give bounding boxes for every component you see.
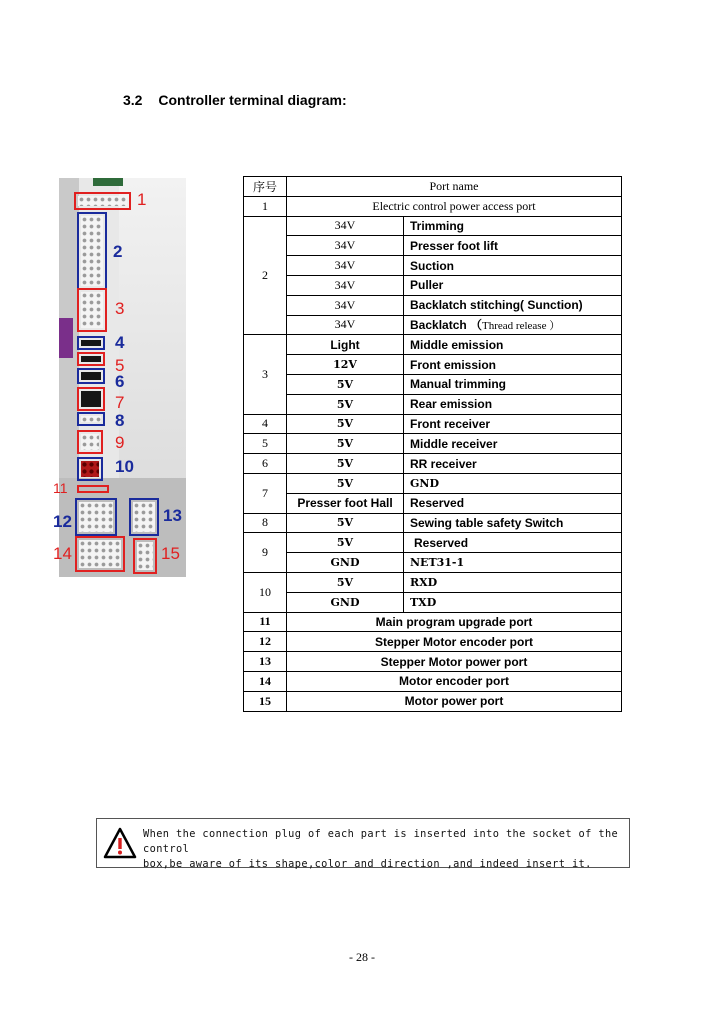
row-index: 7 — [244, 473, 287, 513]
section-title: Controller terminal diagram: — [158, 92, 347, 108]
board-panel — [119, 178, 186, 498]
table-row — [244, 454, 622, 474]
table-row — [244, 295, 622, 315]
row-index: 9 — [244, 533, 287, 573]
table-row — [244, 612, 622, 632]
table-row — [244, 335, 622, 355]
table-row — [244, 434, 622, 454]
connector-6 — [77, 368, 105, 384]
photo-label-2: 2 — [113, 242, 123, 261]
warning-text — [143, 827, 623, 872]
row-port-name: Stepper Motor encoder port — [287, 632, 622, 652]
photo-label-3: 3 — [115, 299, 125, 318]
photo-label-1: 1 — [137, 190, 147, 209]
row-index: 8 — [244, 513, 287, 533]
table-row — [244, 374, 622, 394]
connector-12 — [75, 498, 117, 536]
table-row — [244, 196, 622, 216]
photo-label-15: 15 — [161, 544, 180, 563]
row-voltage: 5V — [287, 434, 404, 454]
row-port-name-main: Backlatch （ — [410, 318, 483, 333]
row-port-name: Reserved — [404, 533, 622, 553]
row-port-name: Motor power port — [287, 691, 622, 711]
row-index: 2 — [244, 216, 287, 335]
green-tab — [93, 178, 123, 186]
row-port-name: Electric control power access port — [287, 196, 622, 216]
connector-9 — [77, 430, 103, 454]
warning-triangle-icon — [103, 827, 137, 859]
row-port-name: NET31-1 — [404, 553, 622, 573]
row-voltage: 34V — [287, 256, 404, 276]
warning-box — [96, 818, 630, 868]
table-row — [244, 652, 622, 672]
row-port-name: Main program upgrade port — [287, 612, 622, 632]
row-voltage: 5V — [287, 394, 404, 414]
connector-8 — [77, 412, 105, 426]
row-voltage: 34V — [287, 275, 404, 295]
row-port-name: Backlatch stitching( Sunction) — [404, 295, 622, 315]
connector-14 — [75, 536, 125, 572]
row-port-name — [404, 315, 622, 335]
row-port-name: Puller — [404, 275, 622, 295]
connector-13 — [129, 498, 159, 536]
row-port-name-note: Thread release ） — [482, 320, 561, 333]
row-port-name: Motor encoder port — [287, 671, 622, 691]
row-port-name: Middle emission — [404, 335, 622, 355]
table-row — [244, 216, 622, 236]
row-voltage: 34V — [287, 236, 404, 256]
row-index: 10 — [244, 572, 287, 612]
row-voltage: 5V — [287, 454, 404, 474]
row-voltage: 34V — [287, 216, 404, 236]
header-index: 序号 — [244, 177, 287, 197]
row-voltage: 5V — [287, 414, 404, 434]
row-index: 3 — [244, 335, 287, 414]
row-index: 4 — [244, 414, 287, 434]
row-voltage: 5V — [287, 374, 404, 394]
table-row — [244, 355, 622, 375]
row-voltage: 5V — [287, 473, 404, 493]
row-port-name: Middle receiver — [404, 434, 622, 454]
table-row — [244, 473, 622, 493]
row-port-name: RXD — [404, 572, 622, 592]
section-number: 3.2 — [123, 92, 143, 108]
row-voltage: Light — [287, 335, 404, 355]
row-index: 1 — [244, 196, 287, 216]
row-index: 6 — [244, 454, 287, 474]
photo-label-13: 13 — [163, 506, 182, 525]
row-voltage: 5V — [287, 513, 404, 533]
row-port-name: RR receiver — [404, 454, 622, 474]
table-row — [244, 553, 622, 573]
table-row — [244, 394, 622, 414]
row-index: 15 — [244, 691, 287, 711]
row-voltage: 5V — [287, 572, 404, 592]
connector-11 — [77, 485, 109, 493]
row-port-name: Reserved — [404, 493, 622, 513]
row-voltage: Presser foot Hall — [287, 493, 404, 513]
connector-1 — [74, 192, 131, 210]
row-port-name: Front emission — [404, 355, 622, 375]
row-port-name: GND — [404, 473, 622, 493]
table-row — [244, 493, 622, 513]
table-row — [244, 533, 622, 553]
photo-label-11: 11 — [53, 480, 68, 496]
connector-3 — [77, 288, 107, 332]
warning-line-2: box,be aware of its shape,color and direction ,and indeed insert it. — [143, 858, 592, 870]
photo-label-10: 10 — [115, 457, 134, 476]
table-row — [244, 592, 622, 612]
connector-15 — [133, 538, 157, 574]
row-port-name: Front receiver — [404, 414, 622, 434]
row-port-name: Presser foot lift — [404, 236, 622, 256]
photo-label-7: 7 — [115, 393, 125, 412]
connector-2 — [77, 212, 107, 290]
photo-label-12: 12 — [53, 512, 72, 531]
table-row — [244, 256, 622, 276]
page-number: - 28 - — [349, 950, 375, 964]
controller-photo — [53, 178, 186, 577]
purple-component — [59, 318, 73, 358]
table-row — [244, 632, 622, 652]
row-port-name: TXD — [404, 592, 622, 612]
row-port-name: Manual trimming — [404, 374, 622, 394]
connector-5 — [77, 352, 105, 366]
table-header-row — [244, 177, 622, 197]
table-row — [244, 572, 622, 592]
table-row — [244, 691, 622, 711]
row-port-name: Rear emission — [404, 394, 622, 414]
port-table — [243, 176, 622, 712]
row-voltage: 12V — [287, 355, 404, 375]
connector-7 — [77, 387, 105, 411]
row-voltage: 34V — [287, 295, 404, 315]
row-index: 11 — [244, 612, 287, 632]
header-port-name: Port name — [287, 177, 622, 197]
row-index: 5 — [244, 434, 287, 454]
photo-label-14: 14 — [53, 544, 72, 563]
table-row — [244, 414, 622, 434]
table-row — [244, 513, 622, 533]
table-row — [244, 275, 622, 295]
row-voltage: 5V — [287, 533, 404, 553]
row-port-name: Trimming — [404, 216, 622, 236]
row-voltage: 34V — [287, 315, 404, 335]
photo-label-5: 5 — [115, 356, 125, 375]
connector-4 — [77, 336, 105, 350]
row-voltage: GND — [287, 592, 404, 612]
photo-label-9: 9 — [115, 433, 125, 452]
table-row — [244, 315, 622, 335]
row-port-name: Suction — [404, 256, 622, 276]
section-heading — [123, 92, 347, 108]
connector-10 — [77, 457, 103, 481]
row-port-name: Stepper Motor power port — [287, 652, 622, 672]
row-index: 13 — [244, 652, 287, 672]
photo-label-8: 8 — [115, 411, 125, 430]
row-index: 12 — [244, 632, 287, 652]
row-port-name: Sewing table safety Switch — [404, 513, 622, 533]
table-row — [244, 236, 622, 256]
row-index: 14 — [244, 671, 287, 691]
photo-label-6: 6 — [115, 372, 125, 391]
photo-label-4: 4 — [115, 333, 125, 352]
warning-line-1: When the connection plug of each part is inserted into the socket of the control — [143, 828, 619, 855]
row-voltage: GND — [287, 553, 404, 573]
table-row — [244, 671, 622, 691]
